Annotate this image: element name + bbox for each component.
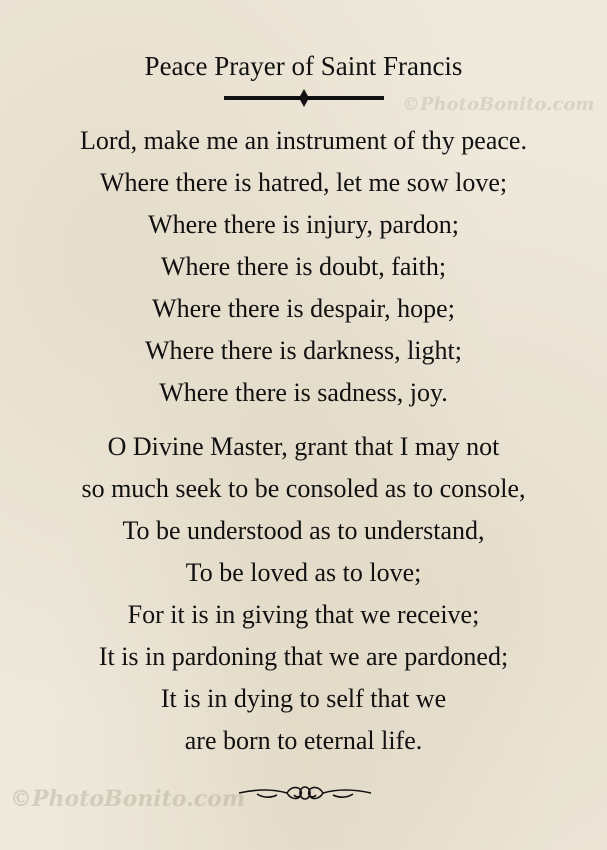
verse-line: Where there is sadness, joy. <box>159 378 448 407</box>
verse-line: Where there is injury, pardon; <box>148 210 459 239</box>
watermark-top: ©PhotoBonito.com <box>402 94 595 115</box>
verse-line: Where there is darkness, light; <box>145 336 462 365</box>
verse-line: It is in pardoning that we are pardoned; <box>98 642 509 671</box>
verse-line: Where there is despair, hope; <box>152 294 455 323</box>
verse-line: To be understood as to understand, <box>122 516 485 545</box>
verse-line: are born to eternal life. <box>184 726 423 755</box>
verse-line: To be loved as to love; <box>185 558 422 587</box>
verse-line: Where there is doubt, faith; <box>160 252 447 281</box>
verse-line: For it is in giving that we receive; <box>127 600 480 629</box>
stanza-1 <box>0 120 607 414</box>
page-title: Peace Prayer of Saint Francis <box>144 51 463 81</box>
verse-line: O Divine Master, grant that I may not <box>107 432 500 461</box>
verse-line: Lord, make me an instrument of thy peace. <box>80 126 527 155</box>
title-divider-icon <box>224 88 384 108</box>
verse-line: so much seek to be consoled as to console, <box>81 474 526 503</box>
verse-line: It is in dying to self that we <box>160 684 447 713</box>
verse-line: Where there is hatred, let me sow love; <box>99 168 508 197</box>
flourish-ornament-icon <box>237 780 373 806</box>
stanza-2 <box>0 426 607 762</box>
watermark-bottom: ©PhotoBonito.com <box>10 786 246 812</box>
